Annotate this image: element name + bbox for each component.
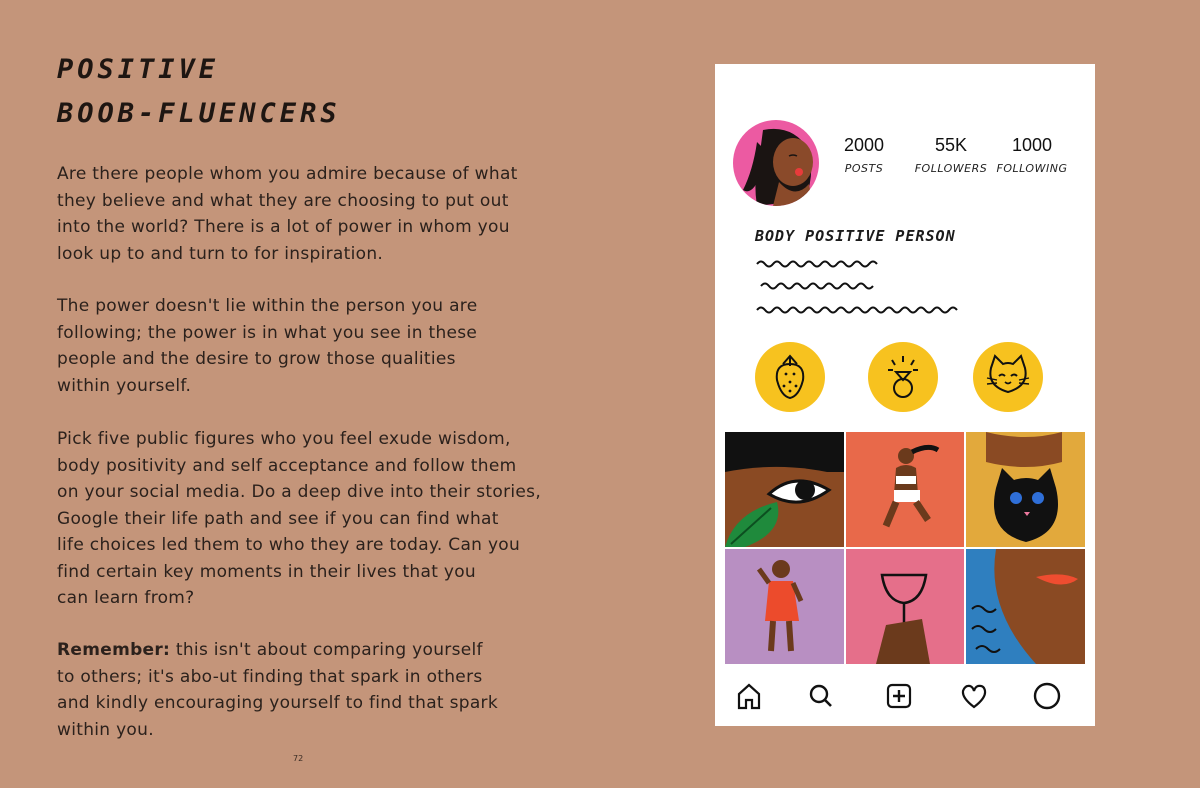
- diamond-ring-icon: [868, 342, 938, 412]
- posts-label: POSTS: [844, 162, 884, 175]
- remember-label: Remember:: [57, 640, 171, 660]
- stat-followers[interactable]: [906, 134, 996, 175]
- profile-name: BODY POSITIVE PERSON: [755, 227, 956, 245]
- text-fragment: this isn't about comparing yourself: [170, 640, 483, 660]
- home-icon[interactable]: [735, 682, 763, 710]
- paragraph-2: [57, 293, 537, 399]
- followers-label: FOLLOWERS: [914, 162, 988, 175]
- text-line: to others; it's abo-ut finding that spark in others: [57, 666, 483, 687]
- stat-posts[interactable]: [819, 134, 909, 175]
- title-line-1: POSITIVE: [57, 54, 220, 85]
- text-line: within you.: [57, 719, 154, 740]
- add-post-icon[interactable]: [885, 682, 913, 710]
- text-line: into the world? There is a lot of power in whom you: [57, 217, 510, 237]
- post-woman-in-red-dress[interactable]: [725, 549, 844, 664]
- text-line: body positivity and self acceptance and follow them: [57, 455, 517, 476]
- phone-profile-mockup: [715, 64, 1095, 726]
- following-label: FOLLOWING: [996, 162, 1068, 175]
- paragraph-3: [57, 426, 542, 612]
- text-line: Google their life path and see if you can find what: [57, 508, 499, 529]
- post-black-cat[interactable]: [966, 432, 1085, 547]
- post-hand-with-glass[interactable]: [846, 549, 965, 664]
- post-face-with-lips[interactable]: [966, 549, 1085, 664]
- text-line: life choices led them to who they are today. Can you: [57, 535, 521, 555]
- text-line: [57, 637, 537, 664]
- text-line: Pick five public figures who you feel exude wisdom,: [57, 429, 511, 449]
- avatar[interactable]: [733, 120, 819, 206]
- text-line: find certain key moments in their lives that you: [57, 561, 477, 582]
- paragraph-4: [57, 637, 537, 743]
- post-grid: [725, 432, 1085, 664]
- strawberry-icon: [755, 342, 825, 412]
- text-line: look up to and turn to for inspiration.: [57, 243, 384, 264]
- heart-icon[interactable]: [960, 682, 988, 710]
- paragraph-1: [57, 161, 537, 267]
- bottom-nav: [715, 670, 1095, 720]
- title-line-2: BOOB-FLUENCERS: [57, 98, 341, 129]
- page-title: [57, 48, 341, 136]
- text-line: The power doesn't lie within the person you are: [57, 296, 478, 316]
- text-line: they believe and what they are choosing to put out: [57, 190, 509, 211]
- followers-count: 55K: [934, 135, 968, 155]
- page-number: 72: [293, 754, 304, 763]
- text-line: Are there people whom you admire because of what: [57, 164, 518, 184]
- post-eye-and-leaf[interactable]: [725, 432, 844, 547]
- post-woman-running[interactable]: [846, 432, 965, 547]
- profile-circle-icon[interactable]: [1033, 682, 1061, 710]
- cat-face-icon: [973, 342, 1043, 412]
- text-line: can learn from?: [57, 588, 195, 608]
- highlight-ring[interactable]: [868, 342, 938, 412]
- stat-following[interactable]: [987, 134, 1077, 175]
- bio-squiggle-lines: [755, 256, 975, 316]
- posts-count: 2000: [843, 135, 885, 155]
- text-line: people and the desire to grow those qualities: [57, 349, 456, 369]
- text-line: following; the power is in what you see in these: [57, 322, 478, 343]
- highlight-strawberry[interactable]: [755, 342, 825, 412]
- search-icon[interactable]: [807, 682, 835, 710]
- highlight-cat[interactable]: [973, 342, 1043, 412]
- text-line: and kindly encouraging yourself to find that spark: [57, 693, 498, 713]
- text-line: within yourself.: [57, 375, 192, 396]
- following-count: 1000: [1011, 135, 1053, 155]
- text-line: on your social media. Do a deep dive into their stories,: [57, 482, 542, 502]
